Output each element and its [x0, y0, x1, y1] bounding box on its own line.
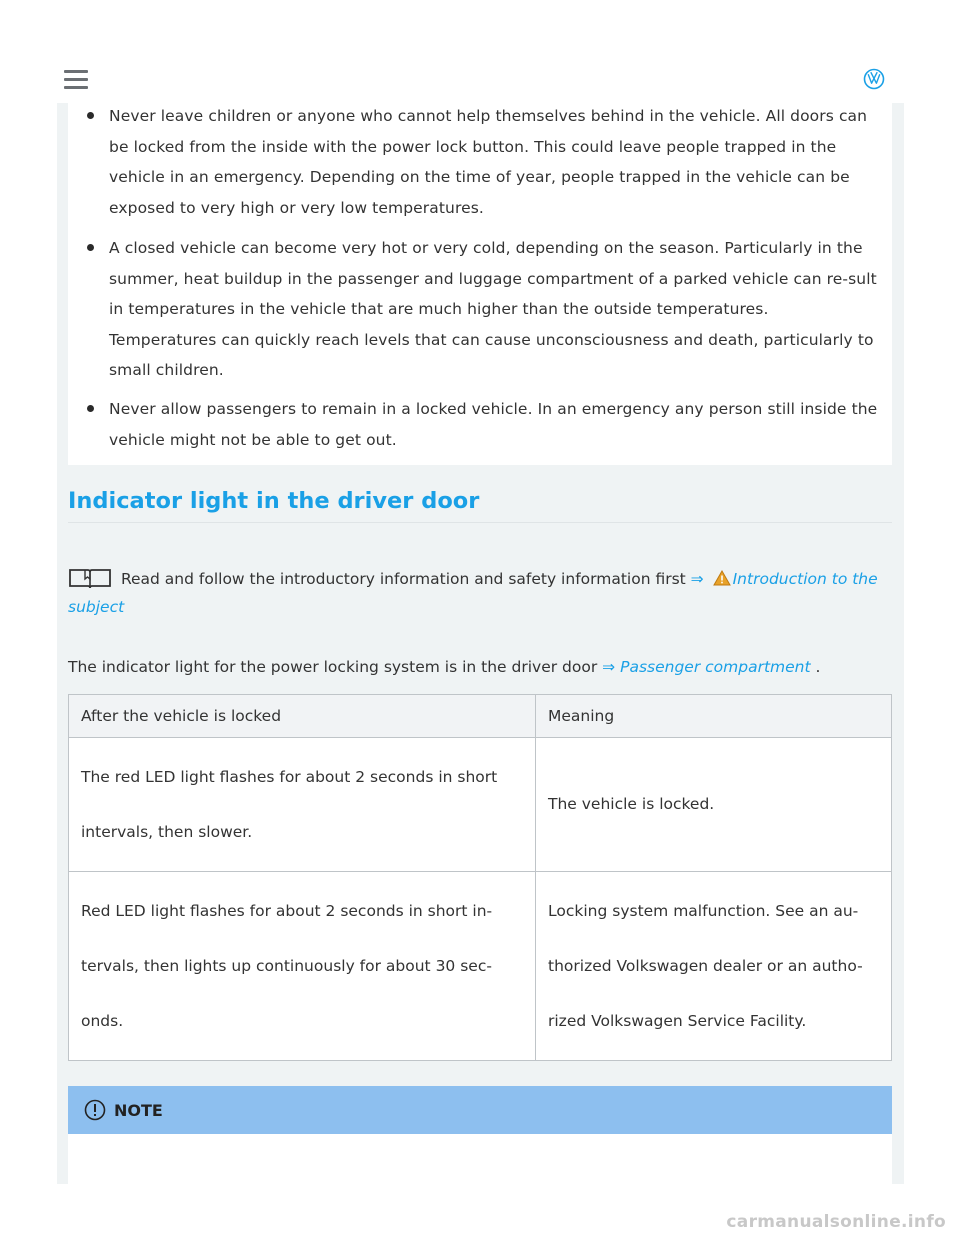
table-row	[69, 738, 892, 872]
warning-item: A closed vehicle can become very hot or very cold, depending on the season. Particularly in the summer, heat buildup in the passenger and luggage compartment of a parked vehicle can re-sult in temperatures in the vehicle that are much higher than the outside temperatures. Temperatures can quickly reach levels that can cause unconsciousness and death, particularly to small children.	[109, 233, 879, 386]
link-arrow: ⇒	[602, 658, 616, 676]
book-icon	[68, 567, 112, 589]
table-cell: The vehicle is locked.	[536, 738, 892, 872]
table-header-cell: Meaning	[536, 695, 892, 738]
exclamation-circle-icon	[84, 1099, 106, 1121]
section-title: Indicator light in the driver door	[68, 488, 892, 523]
passenger-compartment-link[interactable]: Passenger compartment	[620, 658, 811, 676]
link-arrow: ⇒	[690, 570, 704, 588]
warning-item: Never allow passengers to remain in a locked vehicle. In an emergency any person still inside the vehicle might not be able to get out.	[109, 394, 879, 455]
introduction-link[interactable]: Introduction to the subject	[68, 570, 878, 616]
hamburger-menu-icon[interactable]	[64, 70, 88, 90]
vw-logo-icon[interactable]	[863, 68, 885, 90]
note-label: NOTE	[114, 1100, 163, 1120]
watermark: carmanualsonline.info	[726, 1212, 946, 1232]
table-header-cell: After the vehicle is locked	[69, 695, 536, 738]
table-row	[69, 872, 892, 1061]
table-cell: Red LED light flashes for about 2 seconds in short in-tervals, then lights up continuously for about 30 sec-onds.	[69, 872, 536, 1061]
page-content	[57, 103, 904, 1184]
warning-item: Never leave children or anyone who cannot help themselves behind in the vehicle. All doors can be locked from the inside with the power lock button. This could leave people trapped in the vehicle in an emergency. Depending on the time of year, people trapped in the vehicle can be exposed to very high or very low temperatures.	[109, 101, 879, 223]
read-first-text: Read and follow the introductory information and safety information first	[120, 570, 686, 588]
intro-paragraph	[68, 655, 892, 679]
intro-end: .	[815, 658, 821, 676]
warning-box	[68, 103, 892, 465]
table-cell: The red LED light flashes for about 2 seconds in short intervals, then slower.	[69, 738, 536, 872]
intro-text: The indicator light for the power locking system is in the driver door	[68, 658, 598, 676]
note-body	[68, 1134, 892, 1184]
read-first-notice	[68, 565, 892, 621]
indicator-table	[68, 694, 892, 1061]
note-header	[68, 1086, 892, 1134]
top-bar	[0, 0, 960, 103]
warning-triangle-icon	[713, 570, 731, 586]
table-header-row	[69, 695, 892, 738]
table-cell: Locking system malfunction. See an au-thorized Volkswagen dealer or an autho-rized Volkswagen Service Facility.	[536, 872, 892, 1061]
